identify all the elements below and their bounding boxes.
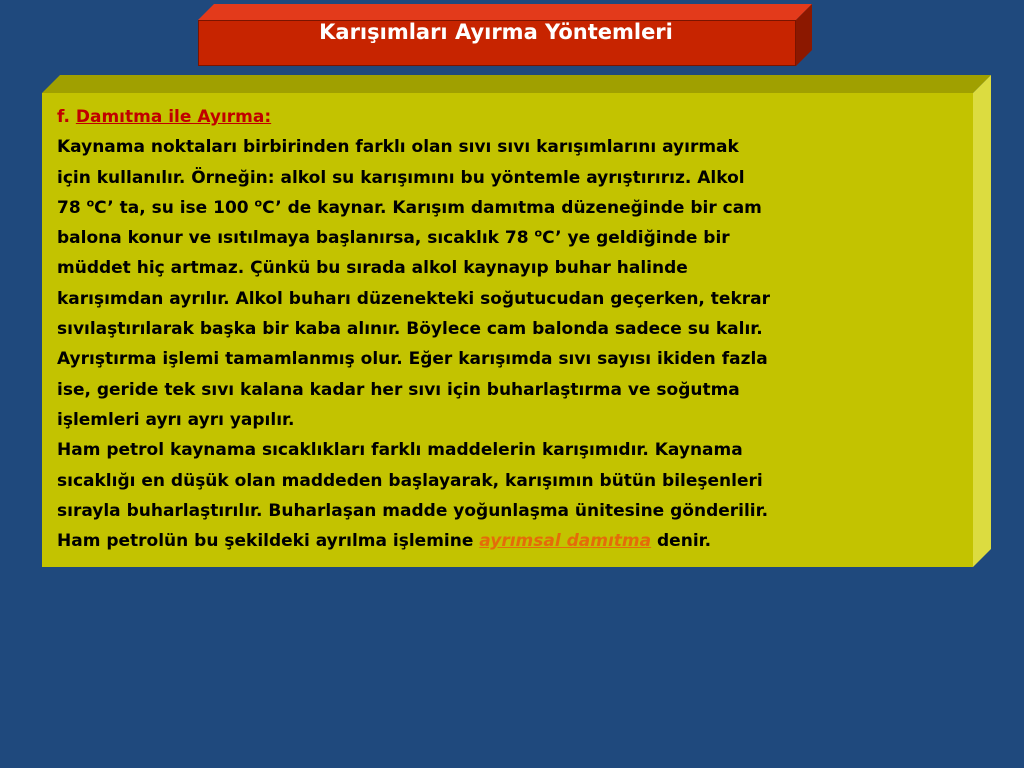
- paragraph-line: sırayla buharlaştırılır. Buharlaşan madde yoğunlaşma ünitesine gönderilir.: [57, 500, 769, 521]
- paragraph-line: [57, 223, 957, 253]
- paragraph-line: Kaynama noktaları birbirinden farklı olan sıvı sıvı karışımlarını ayırmak: [57, 137, 739, 158]
- text-run: C’ ye geldiğinde bir: [542, 228, 730, 249]
- text-run: Ham petrolün bu şekildeki ayrılma işlemine: [57, 531, 480, 552]
- paragraph-line: [57, 193, 957, 223]
- text-run: C’ ta, su ise 100: [94, 197, 255, 218]
- paragraph-line: müddet hiç artmaz. Çünkü bu sırada alkol kaynayıp buhar halinde: [57, 258, 688, 279]
- paragraph-line: karışımdan ayrılır. Alkol buharı düzenekteki soğutucudan geçerken, tekrar: [57, 288, 771, 309]
- body-text: [57, 102, 957, 556]
- paragraph-line: sıvılaştırılarak başka bir kaba alınır. Böylece cam balonda sadece su kalır.: [57, 319, 763, 340]
- paragraph-line: ise, geride tek sıvı kalana kadar her sıvı için buharlaştırma ve soğutma: [57, 379, 740, 400]
- text-run: balona konur ve ısıtılmaya başlanırsa, sıcaklık 78: [57, 228, 535, 249]
- paragraph-line: Ayrıştırma işlemi tamamlanmış olur. Eğer karışımda sıvı sayısı ikiden fazla: [57, 349, 768, 370]
- paragraph-line: sıcaklığı en düşük olan maddeden başlayarak, karışımın bütün bileşenleri: [57, 470, 763, 491]
- title-box: [198, 4, 812, 66]
- text-run: C’ de kaynar. Karışım damıtma düzeneğinde bir cam: [262, 197, 762, 218]
- slide-title: Karışımları Ayırma Yöntemleri: [319, 20, 673, 44]
- paragraph-line: için kullanılır. Örneğin: alkol su karışımını bu yöntemle ayrıştırırız. Alkol: [57, 167, 745, 188]
- section-letter: f.: [57, 107, 70, 127]
- paragraph-line: [57, 526, 957, 556]
- text-run: 78: [57, 197, 87, 218]
- content-box: [42, 75, 991, 567]
- paragraph-line: işlemleri ayrı ayrı yapılır.: [57, 409, 295, 430]
- degree-sup: o: [534, 226, 543, 240]
- section-heading: Damıtma ile Ayırma:: [75, 107, 272, 127]
- text-run: denir.: [651, 531, 712, 552]
- degree-sup: o: [254, 196, 263, 210]
- degree-sup: o: [86, 196, 95, 210]
- paragraph-line: Ham petrol kaynama sıcaklıkları farklı maddelerin karışımıdır. Kaynama: [57, 440, 743, 461]
- key-term: ayrımsal damıtma: [479, 531, 652, 552]
- section-heading-line: [57, 102, 957, 132]
